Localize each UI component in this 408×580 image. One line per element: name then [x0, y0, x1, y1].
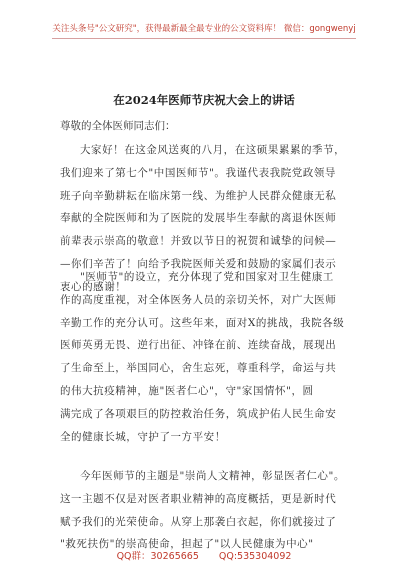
text-line: 辛勤工作的充分认可。这些年来，面对X的挑战，我院各级	[60, 316, 345, 329]
page-footer	[0, 548, 408, 562]
paragraph-2	[60, 266, 360, 448]
text-line: 奉献的全院医师和为了医院的发展毕生奉献的离退休医师	[60, 212, 337, 225]
paragraph-3	[60, 465, 360, 556]
text-line: 衷心的感谢！	[60, 280, 127, 293]
salutation: 尊敬的全体医师同志们：	[60, 120, 176, 132]
text-line: 的伟大抗疫精神，施"医者仁心"，守"家国情怀"，圆	[60, 384, 314, 397]
text-line: 赋予我们的光荣使命。从穿上那袭白衣起，你们就接过了	[60, 515, 337, 528]
text-line: 了生命至上，举国同心，舍生忘死，尊重科学，命运与共	[60, 362, 337, 375]
header-notice: 关注头条号"公文研究"，获得最新最全最专业的公文资料库！ 微信：gongwenyj	[52, 24, 356, 34]
header-divider	[52, 38, 356, 39]
text-line: 这一主题不仅是对医者职业精神的高度概括，更是新时代	[60, 492, 337, 505]
text-line: 满完成了各项艰巨的防控救治任务，筑成护佑人民生命安	[60, 407, 337, 420]
text-line: 大家好！在这金风送爽的八月，在这硕果累累的季节，	[80, 144, 346, 156]
page-header	[0, 0, 408, 60]
text-line: 今年医师节的主题是"崇尚人文精神，彰显医者仁心"。	[80, 470, 345, 482]
text-line: —你们辛苦了！向给予我院医师关爱和鼓励的家属们表示	[60, 257, 337, 270]
text-line: 班子向辛勤耕耘在临床第一线、为维护人民群众健康无私	[60, 189, 337, 202]
qq-group-number: QQ群：30265665	[116, 551, 199, 562]
text-line: "医师节"的设立，充分体现了党和国家对卫生健康工	[80, 271, 334, 283]
text-line: 前辈表示崇高的敬意！并致以节日的祝贺和诚挚的问候—	[60, 235, 337, 248]
text-line: 作的高度重视，对全体医务人员的亲切关怀，对广大医师	[60, 293, 337, 306]
text-line: 我们迎来了第七个"中国医师节"。我谨代表我院党政领导	[60, 166, 336, 179]
text-line: 全的健康长城，守护了一方平安！	[60, 430, 226, 443]
qq-contact-number: QQ:535304092	[218, 551, 292, 562]
text-line: "救死扶伤"的崇高使命，担起了"以人民健康为中心"	[60, 538, 314, 551]
text-line: 医师英勇无畏、逆行出征、冲锋在前、连续奋战，展现出	[60, 339, 337, 352]
document-title: 在2024年医师节庆祝大会上的讲话	[113, 93, 295, 107]
